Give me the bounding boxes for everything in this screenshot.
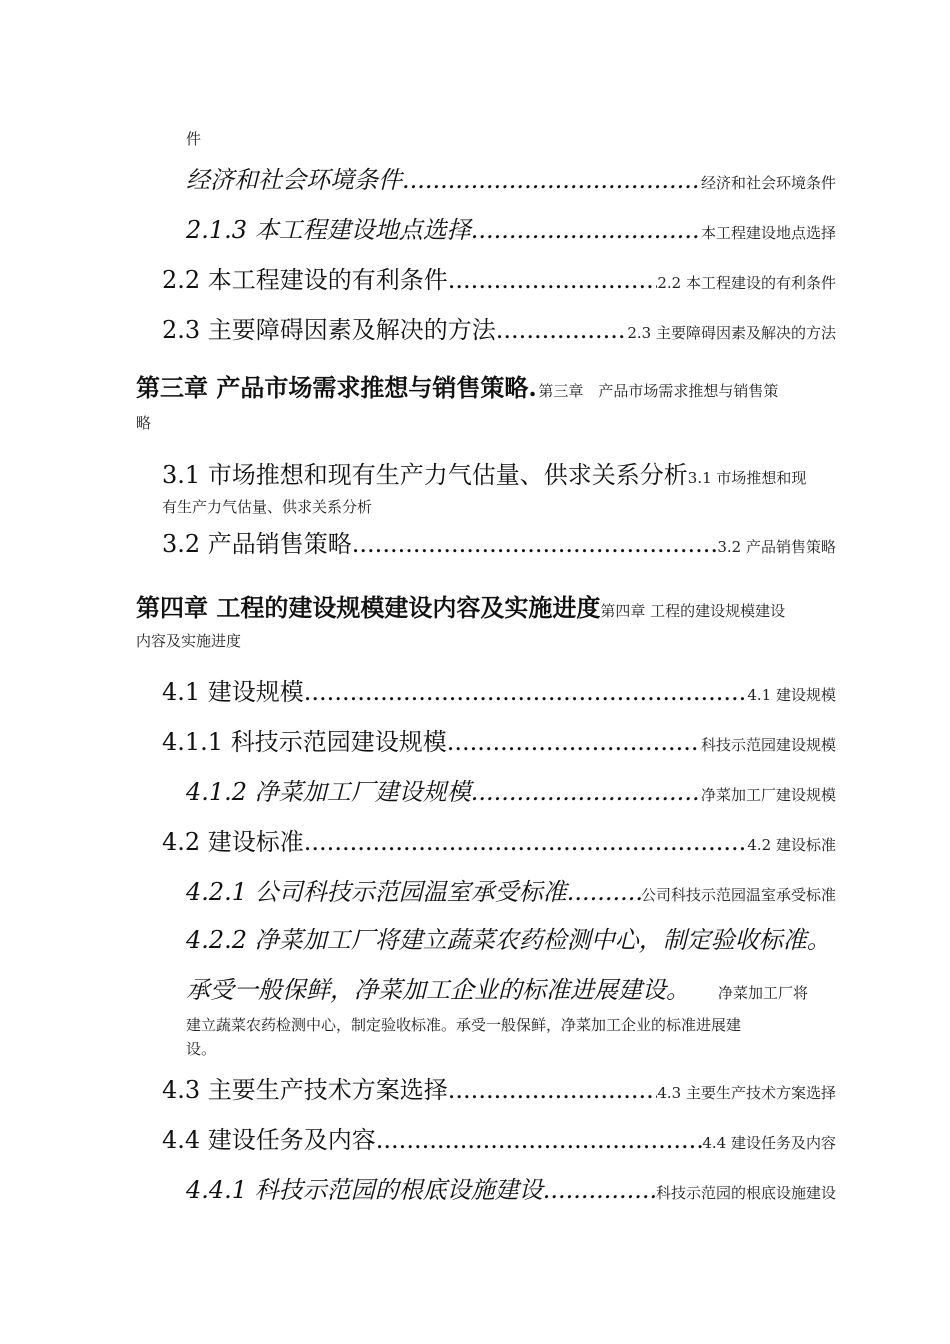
toc-entry-ref: 4.3 主要生产技术方案选择	[657, 1084, 836, 1102]
toc-entry-title: 2.1.3 本工程建设地点选择	[186, 216, 471, 244]
toc-entry-ref-continuation: 建立蔬菜农药检测中心，制定验收标准。承受一般保鲜，净菜加工企业的标准进展建	[186, 1016, 742, 1034]
toc-entry-ref-continuation: 略	[136, 414, 152, 432]
toc-entry-title: 4.3 主要生产技术方案选择	[162, 1076, 448, 1104]
toc-entry-title: 4.2 建设标准	[162, 828, 304, 856]
toc-entry-title-continuation: 承受一般保鲜，净菜加工企业的标准进展建设。	[186, 976, 690, 1004]
toc-entry-ref-continuation: 内容及实施进度	[136, 632, 242, 650]
toc-entry-ref: 3.1 市场推想和现	[687, 469, 807, 487]
toc-entry-ref: 4.1 建设规模	[747, 686, 836, 704]
toc-leader-dots	[447, 728, 701, 756]
toc-entry-title: 4.2.2 净菜加工厂将建立蔬菜农药检测中心，制定验收标准。	[186, 926, 831, 954]
toc-entry-ref: 2.2 本工程建设的有利条件	[657, 274, 836, 292]
toc-leader-dots	[352, 530, 718, 558]
toc-leader-dots	[471, 778, 701, 806]
toc-entry-ref: 经济和社会环境条件	[700, 174, 836, 192]
toc-leader-dots	[376, 1126, 703, 1154]
toc-fragment: 件	[186, 130, 202, 148]
toc-entry-title: 4.4.1 科技示范园的根底设施建设	[186, 1176, 543, 1204]
toc-entry-title: 4.4 建设任务及内容	[162, 1126, 376, 1154]
toc-entry-ref: 净菜加工厂将	[718, 984, 809, 1002]
toc-leader-dots	[471, 216, 701, 244]
toc-leader-dots	[543, 1176, 656, 1204]
toc-entry-ref: 科技示范园的根底设施建设	[655, 1184, 836, 1202]
toc-entry-title: 3.2 产品销售策略	[162, 530, 352, 558]
toc-entry-title: 4.1 建设规模	[162, 678, 304, 706]
toc-entry-title: 经济和社会环境条件	[186, 166, 402, 194]
toc-entry-ref: 第三章 产品市场需求推想与销售策	[538, 382, 779, 400]
toc-leader-dots	[528, 373, 538, 402]
toc-entry-title: 2.3 主要障碍因素及解决的方法	[162, 316, 496, 344]
toc-entry-ref: 科技示范园建设规模	[700, 736, 836, 754]
toc-entry-ref: 4.4 建设任务及内容	[702, 1134, 836, 1152]
toc-leader-dots	[496, 316, 628, 344]
toc-leader-dots	[448, 1076, 658, 1104]
toc-entry-ref: 本工程建设地点选择	[700, 224, 836, 242]
toc-entry-title: 3.1 市场推想和现有生产力气估量、供求关系分析	[162, 461, 688, 489]
toc-entry-title: 4.1.2 净菜加工厂建设规模	[186, 778, 471, 806]
toc-entry-ref: 2.3 主要障碍因素及解决的方法	[627, 324, 836, 342]
toc-entry-ref-continuation: 设。	[186, 1040, 217, 1058]
toc-entry-ref: 净菜加工厂建设规模	[700, 786, 836, 804]
toc-entry-ref-continuation: 有生产力气估量、供求关系分析	[162, 498, 373, 516]
toc-leader-dots	[402, 166, 701, 194]
toc-leader-dots	[304, 828, 748, 856]
toc-leader-dots	[448, 266, 658, 294]
toc-entry-ref: 第四章 工程的建设规模建设	[600, 602, 786, 620]
toc-leader-dots	[304, 678, 748, 706]
toc-entry-ref: 3.2 产品销售策略	[717, 538, 836, 556]
toc-entry-title: 2.2 本工程建设的有利条件	[162, 266, 448, 294]
toc-leader-dots	[567, 878, 641, 906]
toc-entry-title: 第三章 产品市场需求推想与销售策略	[136, 374, 529, 402]
toc-entry-ref: 4.2 建设标准	[747, 836, 836, 854]
toc-entry-title: 4.1.1 科技示范园建设规模	[162, 728, 447, 756]
toc-entry-title: 第四章 工程的建设规模建设内容及实施进度	[136, 594, 601, 622]
toc-entry-ref: 公司科技示范园温室承受标准	[640, 886, 836, 904]
toc-entry-title: 4.2.1 公司科技示范园温室承受标准	[186, 878, 567, 906]
